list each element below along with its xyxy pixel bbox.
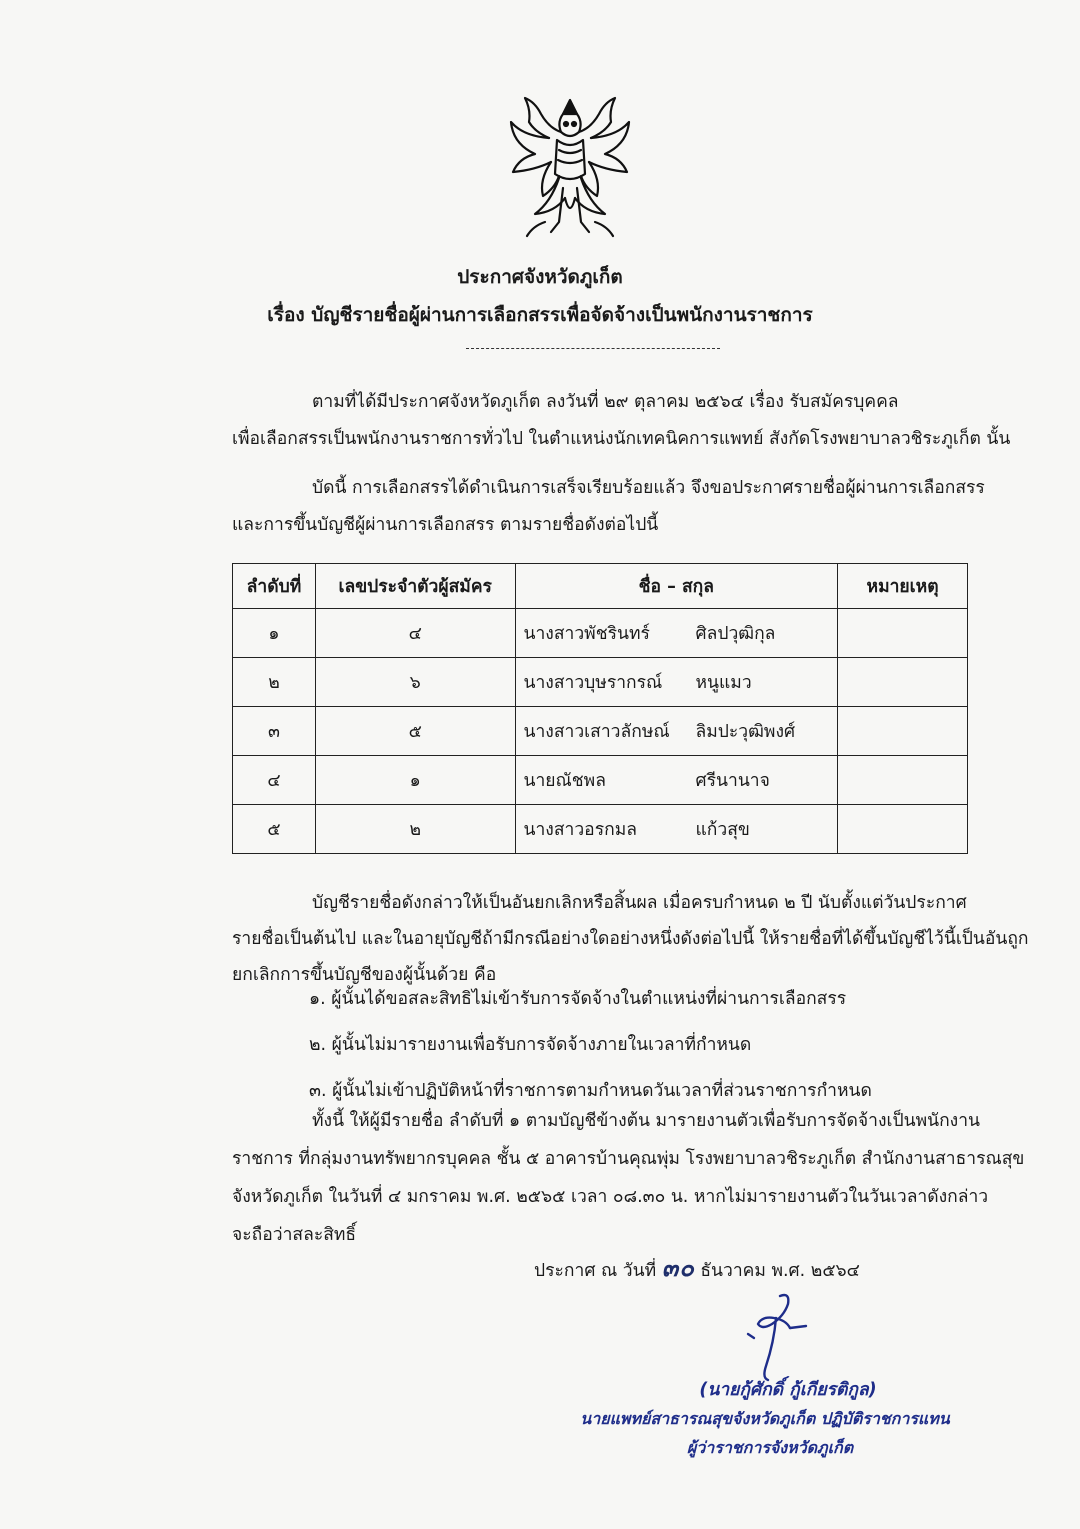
report-line: ราชการ ที่กลุ่มงานทรัพยากรบุคคล ชั้น ๕ อาคารบ้านคุณพุ่ม โรงพยาบาลวชิระภูเก็ต สำนักงานสาธารณสุข [232,1149,1025,1169]
last-name: หนูแมว [695,673,752,693]
date-prefix: ประกาศ ณ วันที่ [534,1261,657,1281]
date-suffix: ธันวาคม พ.ศ. ๒๕๖๔ [700,1261,860,1281]
last-name: ศิลปวุฒิกุล [695,624,776,644]
cell-applicant-no: ๕ [315,707,515,756]
last-name: ศรีนานาจ [695,771,770,791]
report-line: จะถือว่าสละสิทธิ์ [232,1225,357,1245]
handwritten-day: ๓๐ [661,1254,695,1282]
cell-order: ๑ [233,609,316,658]
passed-candidates-table [232,563,968,854]
validity-paragraph [232,885,1029,993]
report-line: จังหวัดภูเก็ต ในวันที่ ๔ มกราคม พ.ศ. ๒๕๖๕ เวลา ๐๘.๓๐ น. หากไม่มารายงานตัวในวันเวลาดังกล่าว [232,1187,989,1207]
condition-item: ๒. ผู้นั้นไม่มารายงานเพื่อรับการจัดจ้างภายในเวลาที่กำหนด [309,1035,752,1055]
cell-order: ๕ [233,805,316,854]
cell-full-name [515,805,838,854]
announce-line: บัดนี้ การเลือกสรรได้ดำเนินการเสร็จเรียบร้อยแล้ว จึงขอประกาศรายชื่อผู้ผ่านการเลือกสรร [312,478,985,498]
table-row [233,658,968,707]
cell-order: ๓ [233,707,316,756]
first-name: นายณัชพล [523,771,606,791]
intro-paragraph [232,384,1011,458]
report-line: ทั้งนี้ ให้ผู้มีรายชื่อ ลำดับที่ ๑ ตามบัญชีข้างต้น มารายงานตัวเพื่อรับการจัดจ้างเป็นพนักงาน [312,1111,980,1131]
header-order: ลำดับที่ [233,564,316,609]
signature-mark-icon [728,1288,828,1384]
cell-applicant-no: ๖ [315,658,515,707]
condition-item: ๓. ผู้นั้นไม่เข้าปฏิบัติหน้าที่ราชการตามกำหนดวันเวลาที่ส่วนราชการกำหนด [309,1081,872,1101]
signatory-position: นายแพทย์สาธารณสุขจังหวัดภูเก็ต ปฏิบัติราชการแทน [580,1409,950,1428]
title-divider [466,348,720,349]
cell-order: ๒ [233,658,316,707]
signatory-name: (นายกู้ศักดิ์ กู้เกียรติกูล) [699,1380,877,1400]
validity-line: ยกเลิกการขึ้นบัญชีของผู้นั้นด้วย คือ [232,965,497,985]
cell-full-name [515,707,838,756]
announce-paragraph [232,470,1008,544]
cell-full-name [515,658,838,707]
announcement-subject: เรื่อง บัญชีรายชื่อผู้ผ่านการเลือกสรรเพื่อจัดจ้างเป็นพนักงานราชการ [267,304,813,326]
garuda-emblem-icon [505,92,635,240]
header-note: หมายเหตุ [838,564,968,609]
table-header-row [233,564,968,609]
cell-note [838,658,968,707]
validity-line: บัญชีรายชื่อดังกล่าวให้เป็นอันยกเลิกหรือสิ้นผล เมื่อครบกำหนด ๒ ปี นับตั้งแต่วันประกาศ [312,893,967,913]
condition-item: ๑. ผู้นั้นได้ขอสละสิทธิไม่เข้ารับการจัดจ้างในตำแหน่งที่ผ่านการเลือกสรร [309,989,847,1009]
cell-order: ๔ [233,756,316,805]
intro-line: ตามที่ได้มีประกาศจังหวัดภูเก็ต ลงวันที่ ๒๙ ตุลาคม ๒๕๖๔ เรื่อง รับสมัครบุคคล [312,392,899,412]
announce-line: และการขึ้นบัญชีผู้ผ่านการเลือกสรร ตามรายชื่อดังต่อไปนี้ [232,515,659,535]
first-name: นางสาวเสาวลักษณ์ [523,722,670,742]
cell-full-name [515,609,838,658]
header-applicant-no: เลขประจำตัวผู้สมัคร [315,564,515,609]
cell-applicant-no: ๑ [315,756,515,805]
report-paragraph [232,1102,1025,1254]
announcement-date [534,1248,860,1287]
cell-note [838,707,968,756]
cell-applicant-no: ๒ [315,805,515,854]
first-name: นางสาวอรกมล [523,820,637,840]
validity-line: รายชื่อเป็นต้นไป และในอายุบัญชีถ้ามีกรณีอย่างใดอย่างหนึ่งดังต่อไปนี้ ให้รายชื่อที่ได้ขึ้นบัญชีไว้นี้เป็นอันถูก [232,929,1029,949]
cell-applicant-no: ๔ [315,609,515,658]
table-row [233,805,968,854]
signatory-block [560,1375,970,1461]
cell-note [838,756,968,805]
table-row [233,707,968,756]
last-name: ลิมปะวุฒิพงศ์ [695,722,796,742]
header-full-name: ชื่อ – สกุล [515,564,838,609]
cell-note [838,609,968,658]
announcement-title: ประกาศจังหวัดภูเก็ต [457,266,623,288]
cell-note [838,805,968,854]
cell-full-name [515,756,838,805]
signatory-on-behalf: ผู้ว่าราชการจังหวัดภูเก็ต [686,1438,854,1457]
first-name: นางสาวบุษรากรณ์ [523,673,663,693]
table-row [233,609,968,658]
last-name: แก้วสุข [695,820,750,840]
first-name: นางสาวพัชรินทร์ [523,624,650,644]
table-row [233,756,968,805]
intro-line: เพื่อเลือกสรรเป็นพนักงานราชการทั่วไป ในตำแหน่งนักเทคนิคการแพทย์ สังกัดโรงพยาบาลวชิระภูเก็ต นั้น [232,429,1011,449]
